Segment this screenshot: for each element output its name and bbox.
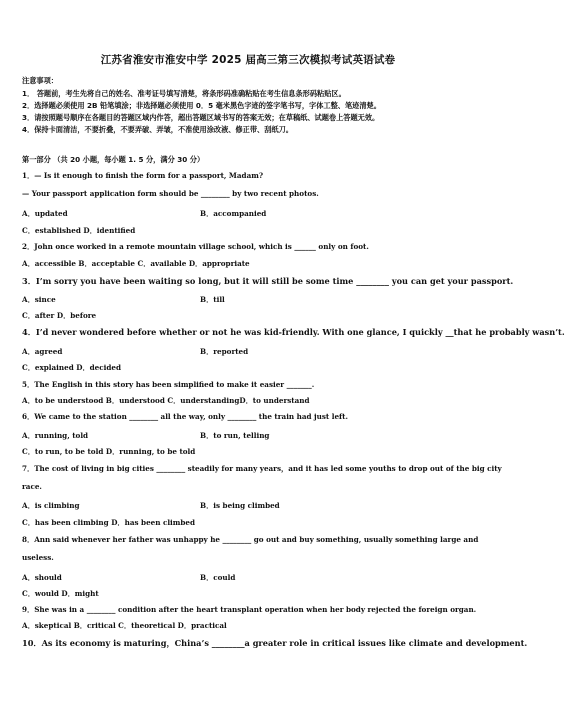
option: C．explained D．decided — [22, 363, 121, 372]
notice-item: 3．请按照题号顺序在各题目的答题区域内作答，超出答题区域书写的答案无效；在草稿纸、试题卷上答题无效。 — [22, 113, 380, 122]
option: A．should — [22, 573, 62, 582]
notice-item: 2．选择题必须使用 2B 铅笔填涂；非选择题必须使用 0．5 毫米黑色字迹的签字笔书写，字体工整、笔迹清楚。 — [22, 101, 381, 110]
question-stem: 10．As its economy is maturing，China’s ________a greater role in critical issues like climate and development. — [22, 638, 528, 648]
question-stem: 6．We came to the station ________ all the way, only ________ the train had just left. — [22, 412, 348, 421]
option: B．to run, telling — [200, 431, 270, 440]
question-stem: 4．I’d never wondered before whether or not he was kid-friendly. With one glance, I quickly __that he probably wasn’t. — [22, 327, 565, 337]
question-stem: 2．John once worked in a remote mountain village school, which is ______ only on foot. — [22, 242, 369, 251]
option: B．accompanied — [200, 209, 267, 218]
option: B．reported — [200, 347, 249, 356]
option: B．could — [200, 573, 236, 582]
question-stem: 1．— Is it enough to finish the form for a passport, Madam? — [22, 171, 264, 180]
option: C．has been climbing D．has been climbed — [22, 518, 196, 527]
notice-item: 1． 答题前，考生先将自己的姓名、准考证号填写清楚，将条形码准确粘贴在考生信息条形码粘贴区。 — [22, 89, 346, 98]
option: B．is being climbed — [200, 501, 280, 510]
option: A．updated — [22, 209, 68, 218]
question-stem: 5．The English in this story has been simplified to make it easier _______. — [22, 380, 315, 389]
option: A．agreed — [22, 347, 63, 356]
option: B．till — [200, 295, 225, 304]
question-stem: 3．I’m sorry you have been waiting so long, but it will still be some time ________ you can get your passport. — [22, 276, 514, 286]
question-stem: 7．The cost of living in big cities ________ steadily for many years，and it has led some youths to drop out of the big city — [22, 464, 502, 473]
option: A．since — [22, 295, 56, 304]
question-stem-continued: useless. — [22, 553, 54, 562]
option: C．established D．identified — [22, 226, 136, 235]
question-stem: 8．Ann said whenever her father was unhappy he ________ go out and buy something, usually something large and — [22, 535, 479, 544]
notice-item: 4．保持卡面清洁，不要折叠，不要弄破、弄皱，不准使用涂改液、修正带、刮纸刀。 — [22, 125, 293, 134]
section-heading: 第一部分 （共 20 小题，每小题 1. 5 分，满分 30 分） — [22, 155, 205, 164]
question-stem: 9．She was in a ________ condition after the heart transplant operation when her body rejected the foreign organ. — [22, 605, 477, 614]
option: A．to be understood B．understood C．understandingD．to understand — [22, 396, 310, 405]
option: C．would D．might — [22, 589, 99, 598]
option: A．is climbing — [22, 501, 80, 510]
option: A．accessible B．acceptable C．available D．appropriate — [22, 259, 250, 268]
option: A．skeptical B．critical C．theoretical D．practical — [22, 621, 227, 630]
option: C．to run, to be told D．running, to be told — [22, 447, 196, 456]
page-title: 江苏省淮安市淮安中学 2025 届高三第三次模拟考试英语试卷 — [100, 54, 396, 66]
notice-heading: 注意事项： — [22, 76, 58, 85]
option: A．running, told — [22, 431, 89, 440]
option: C．after D．before — [22, 311, 97, 320]
question-stem-continued: race. — [22, 482, 42, 491]
question-stem-continued: — Your passport application form should be ________ by two recent photos. — [22, 189, 319, 198]
